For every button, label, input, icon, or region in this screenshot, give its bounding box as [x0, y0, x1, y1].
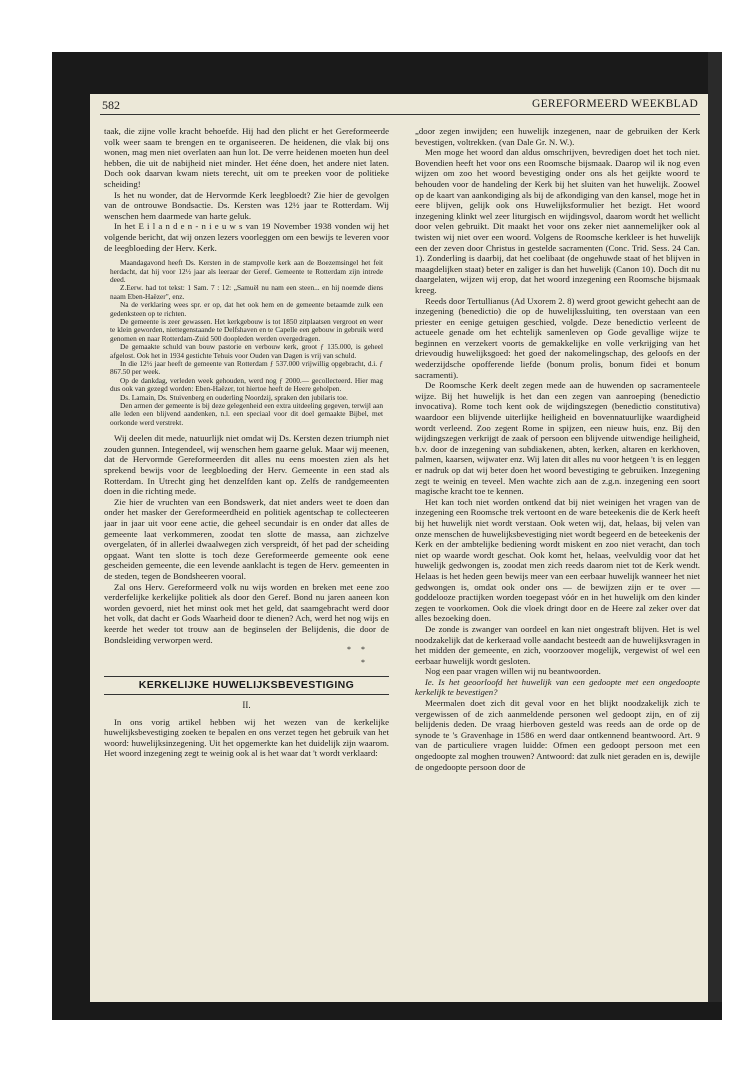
section-rule-bottom [104, 694, 389, 695]
section-break-star: * [361, 657, 369, 667]
scan-border-bottom [52, 1002, 722, 1020]
question-heading: Ie. Is het geoorloofd het huwelijk van een gedoopte met een ongedoopte kerkelijk te bevestigen? [415, 676, 700, 698]
paragraph: Reeds door Tertullianus (Ad Uxorem 2. 8) werd groot gewicht gehecht aan de inzegening (benedictio) die op de huwelijkssluiting, ten overstaan van een priester en eenige getuigen geschied, volgde. Deze benedictio verleent de actueele genade om het echtelijk samenleven op Gode gevallige wijze te beginnen en verzekert voorts de gemakkelijke en volle verkrijging van het drievoudig huwelijksgoed: het goed der nakomelingschap, des geloofs en der wederzijdsche opofferende liefde (bonum prolis, bonum fidei et bonum sacramenti). [415, 295, 700, 380]
quoted-paragraph: Z.Eerw. had tot tekst: 1 Sam. 7 : 12: „Samuël nu nam een steen... en hij noemde diens naam Eben-Haëzer", enz. [110, 283, 383, 301]
paragraph: Het kan toch niet worden ontkend dat bij niet weinigen het vragen van de inzegening een Roomsche trek vertoont en de ware beteekenis die de Kerk heeft bij het huwelijk niet wordt verstaan. Ook weten wij, dat, helaas, bij velen van onze menschen de huwelijksbevestiging niet wordt begeerd en de beteekenis der Kerk en der ambtelijke bediening wordt miskent en zoo niet veracht, dan toch niet op waarde wordt geschat. Ook komt het, helaas, veelvuldig voor dat het huwelijk gedwongen is, zoodat men zich reeds daarom niet tot de Kerk wendt. Helaas is het heden geen bewijs meer van een eerbaar huwelijk wanneer het niet gedwongen is, omdat ook onder ons — de bewijzen zijn er te over — goddelooze practijken worden toegepast vóór en in het huwelijk om den kinder zegen te voorkomen. Ook die vloek dringt door en de Heere zal zeker over dat alles bezoeking doen. [415, 496, 700, 624]
paragraph: Men moge het woord dan aldus omschrijven, bevredigen doet het toch niet. Bovendien heeft het voor ons een Roomsche bijsmaak. Daarop wil ik nog even wijzen om zoo het woord bevestiging onder ons als het geijkte woord te behouden voor de handeling der Kerk bij het sluiten van het huwelijk. Zoowel op de kaart van aankondiging als bij de afkondiging van den kansel, moge het in eere blijven, gelijk ook ons Huwelijksformulier het bezigt. Het woord inzegening klinkt wel zeer liturgisch en wijdingsvol, daarom wordt het wellicht door velen gebruikt. Dit maakt het voor ons zeker niet aannemelijker ook al twisten wij niet over een woord. Volgens de Roomsche kerkleer is het huwelijk een der zeven door Christus in gestelde sacramenten (Conc. Trid. Sess. 24 Can. 1). Zonderling is daarbij, dat het coelibaat (de ongehuwde staat of het blijven in maagdelijken staat) beter en zaliger is dan het huwelijk (Canon 10). Doch dit nu daargelaten, wijzen wij erop, dat het woord inzegening een Roomsche bijsmaak kreeg. [415, 147, 700, 295]
scan-border-right [708, 52, 722, 1020]
section-break-stars: * * [347, 645, 369, 655]
quoted-paragraph: Na de verklaring wees spr. er op, dat het ook hem en de gemeente betaamde zulk een gedenksteen op te richten. [110, 300, 383, 318]
paragraph: De zonde is zwanger van oordeel en kan niet ongestraft blijven. Het is wel noodzakelijk dat de kerkeraad volle aandacht besteedt aan de huwelijksvragen in het midden der gemeente, en zich, voorzoover mogelijk, vergewist of wel een eerbaar huwelijk wordt gesloten. [415, 623, 700, 666]
quoted-paragraph: Op de dankdag, verleden week gehouden, werd nog ƒ 2000.— gecollecteerd. Hier mag dus ook van gezegd worden: Eben-Haëzer, tot hiertoe heeft de Heere geholpen. [110, 375, 383, 394]
page-number: 582 [102, 98, 120, 112]
paragraph: Meermalen doet zich dit geval voor en het blijkt noodzakelijk zich te vergewissen of de zich aanmeldende personen wel gedoopt zijn, en of zij belijdenis deden. De vraag hierboven gesteld was reeds aan de orde op de synode te 's Gravenhage in 1586 en werd daar ontkennend beantwoord. Art. 9 van de particuliere vragen luidde: Ofmen een gedoopt persoon met een ongedoopte zal moghen trouwen? Antwoord: dat zulk niet geraden en is, dewijle de ongedoopte persoon door de [415, 698, 700, 772]
left-column [104, 126, 389, 996]
quoted-paragraph: Ds. Lamain, Ds. Stuivenberg en ouderling Noordzij, spraken den jubilaris toe. [120, 392, 348, 402]
book-page [52, 52, 722, 1020]
paragraph: Zie hier de vruchten van een Bondswerk, dat niet anders weet te doen dan onder het masker der Gereformeerdheid en politiek agentschap te collecteeren jaar in jaar uit voor eene actie, die geheel secundair is en onder dat alles de gemeente laat verkommeren, zoodat ten slotte de massa, aan zichzelve overgelaten, óf in allerlei dwaalwegen zich verspreidt, óf het pad der scheiding opgaat. Want ten slotte is toch deze Gereformeerde gemeente ook eene gescheiden gemeente, die een levende aanklacht is tegen de Herv. gemeenten in de steden, tegen de Bondsheeren vooral. [104, 496, 389, 581]
scan-border-left [52, 52, 90, 1020]
section-heading: KERKELIJKE HUWELIJKSBEVESTIGING [138, 679, 355, 692]
header-rule [100, 114, 700, 115]
quoted-paragraph: Den armen der gemeente is bij deze gelegenheid een extra uitdeeling gegeven, terwijl aan alle leden een blijvend aandenken, n.l. een speciaal voor dit doel gemaakte Bijbel, met oorkonde werd verstrekt. [110, 401, 383, 427]
paragraph: Wij deelen dit mede, natuurlijk niet omdat wij Ds. Kersten dezen triumph niet zouden gunnen. Integendeel, wij wenschen hem gaarne geluk. Maar wij meenen, dat de Hervormde Gereformeerden dit alles nu eens moesten zien als het sprekend bewijs voor de leegbloeding der Herv. Gemeente in een stad als Rotterdam. In Utrecht ging het denzelfden kant op. Zelfs de randgemeenten doen in die richting mede. [104, 433, 389, 497]
quoted-paragraph: De gemaakte schuld van bouw pastorie en verbouw kerk, groot ƒ 135.000, is geheel afgelost. Ook het in 1934 gestichte Tehuis voor Ouden van Dagen is vrij van schuld. [110, 342, 383, 360]
paragraph: De Roomsche Kerk deelt zegen mede aan de huwenden op sacramenteele wijze. Bij het huwelijk is het dan een zegen van aanroeping (benedictio invocativa). Rome toch kent ook de wijdingszegen (benedictio constitutiva) waardoor een blijvende uiterlijke heiligheid en bovennatuurlijke waardigheid wordt verleend. Zoo zegent Rome in spijzen, een nieuw huis, enz. Bij den wijdingszegen verkrijgt de zaak of persoon een blijvende uitwendige heiligheid, b.v. door de inzegening van subdiakenen, abten, kerken, altaren en kerkhoven, palmen, kaarsen, wijwater enz. Wij laten dit alles nu voor hetgeen 't is en leggen er nadruk op dat wij beter doen het woord bevestiging te gebruiken. Inzegening zegt te weinig en teveel. Men wachte zich aan de z.g.n. inzegening een soort magische kracht toe te kennen. [415, 380, 700, 497]
paragraph: In het E i l a n d e n - n i e u w s van 19 November 1938 vonden wij het volgende bericht, dat wij onzen lezers voorleggen om een bewijs te leveren voor de leegbloeding der Herv. Kerk. [104, 221, 389, 253]
quoted-paragraph: Maandagavond heeft Ds. Kersten in de stampvolle kerk aan de Boezemsingel het feit herdacht, dat hij voor 12½ jaar als leeraar der Geref. Gemeente te Rotterdam zijn intrede deed. [110, 258, 383, 284]
paragraph: Is het nu wonder, dat de Hervormde Kerk leegbloedt? Zie hier de gevolgen van de ontrouwe Bondsactie. Ds. Kersten was 12½ jaar te Rotterdam. Wij wenschen hem daarmede van harte geluk. [104, 189, 389, 221]
right-column [415, 126, 700, 996]
quoted-paragraph: De gemeente is zeer gewassen. Het kerkgebouw is tot 1850 zitplaatsen vergroot en weer te klein geworden, niettegenstaande te Delfshaven en te Capelle een gebouw in gebruik werd genomen en naar Rotterdam-Zuid 500 doopleden werden overgedragen. [110, 316, 383, 343]
quoted-paragraph: In die 12½ jaar heeft de gemeente van Rotterdam ƒ 537.000 vrijwillig opgebracht, d.i. ƒ 867.50 per week. [110, 359, 383, 377]
section-rule-top [104, 676, 389, 677]
scan-border-top [52, 52, 722, 94]
paragraph: taak, die zijne volle kracht behoefde. Hij had den plicht er het Gereformeerde volk weer saam te brengen en te organiseeren. De heidenen, die vlak bij ons wonen, mag men niet overlaten aan hun lot. De verre heidenen moeten hun deel hebben, die uit de nabijheid niet minder. Het ééne doen, het andere niet laten. Doch ook daarvan kwam niets terecht, uit om te preeken voor de politieke scheiding! [104, 126, 389, 189]
paragraph: „door zegen inwijden; een huwelijk inzegenen, naar de gebruiken der Kerk bevestigen, voltrekken. (van Dale Gr. N. W.). [415, 126, 700, 147]
running-title: GEREFORMEERD WEEKBLAD [532, 98, 699, 110]
paragraph: In ons vorig artikel hebben wij het wezen van de kerkelijke huwelijksbevestiging zoeken te bepalen en ons verzet tegen het gebruik van het woord: huwelijksinzegening. Uit het opgemerkte kan het duidelijk zijn waarom. Het woord inzegening zegt te weinig ook al is het waar dat 't wordt verklaard: [104, 716, 389, 759]
paragraph: Nog een paar vragen willen wij nu beantwoorden. [425, 666, 601, 677]
paragraph: Zal ons Herv. Gereformeerd volk nu wijs worden en breken met eene zoo verderfelijke kerkelijke politiek als door den Geref. Bond nu jaren aaneen kon worden gevoerd, niet het minst ook met het geld, dat saamgebracht werd door het volk, dat dacht er Gods Waarheid door te dienen? Ach, werd het nog wijs en keerde het weder tot trouw aan de beginselen der Belijdenis, die door de Bondsleiding verworpen werd. [104, 581, 389, 645]
section-number: II. [242, 699, 251, 710]
